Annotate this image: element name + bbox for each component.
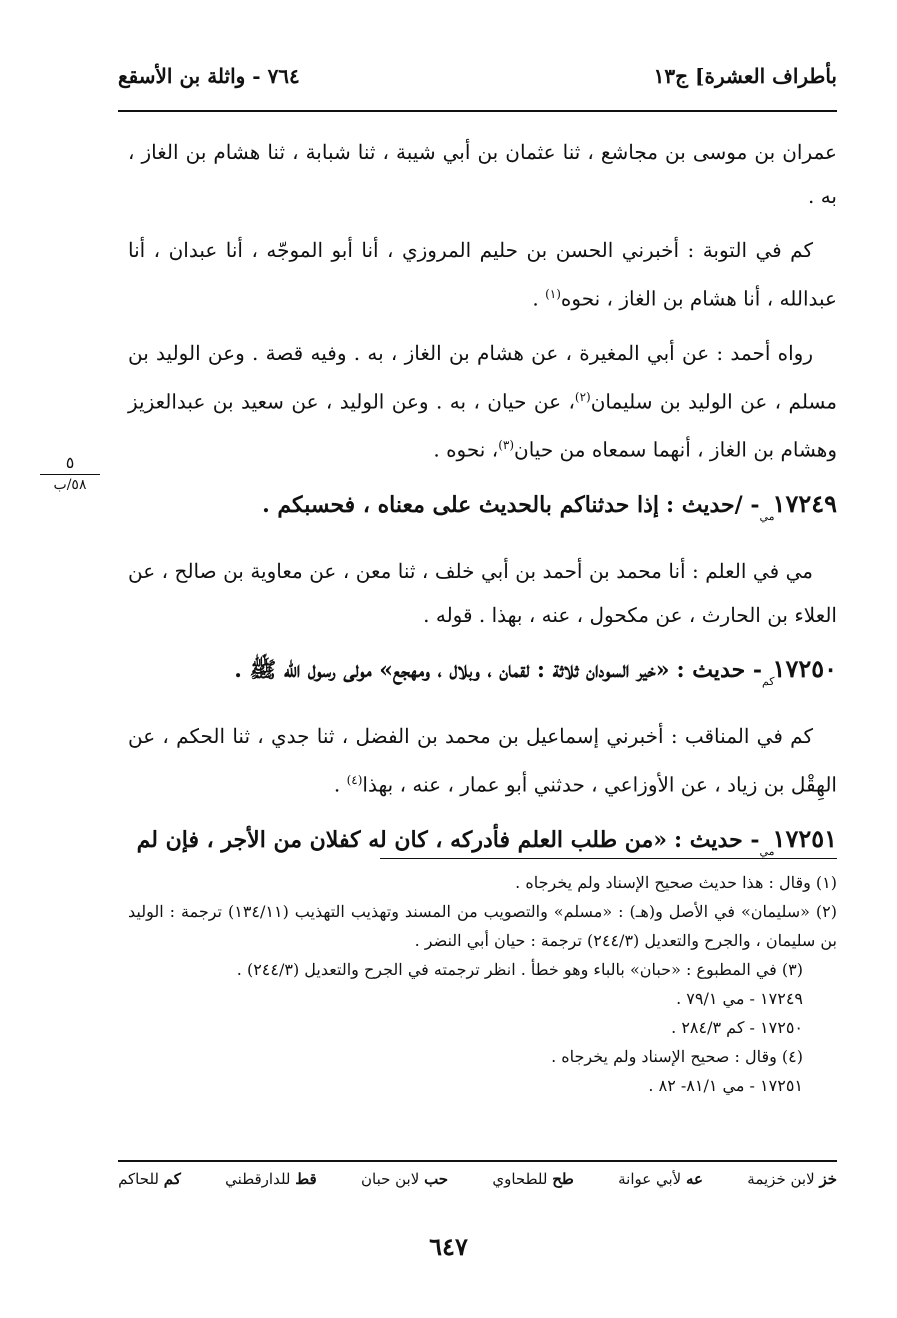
paragraph: عمران بن موسى بن مجاشع ، ثنا عثمان بن أبي شيبة ، ثنا شبابة ، ثنا هشام بن الغاز ، به .: [128, 140, 837, 208]
footnote-hadith-ref: ١٧٢٥١ - مي ٨١/١- ٨٢ .: [648, 1076, 803, 1095]
hadith-heading: [128, 647, 837, 704]
hadith-source: مي: [759, 844, 775, 858]
manuscript-folio-ref: ٥٨/ب: [40, 474, 100, 493]
legend-item: طح للطحاوي: [492, 1170, 574, 1188]
legend-item: حب لابن حبان: [360, 1170, 449, 1188]
footnote: (١) وقال : هذا حديث صحيح الإسناد ولم يخرجاه .: [515, 873, 837, 892]
running-header-book: بأطراف العشرة] ج١٣: [653, 64, 837, 88]
hadith-heading: [128, 817, 837, 874]
footnotes: [128, 868, 837, 1100]
page-number: ٦٤٧: [429, 1232, 468, 1261]
footnote: (٤) وقال : صحيح الإسناد ولم يخرجاه .: [551, 1047, 803, 1066]
footnote-rule: [380, 858, 837, 859]
margin-mark: ٥: [65, 453, 75, 472]
paragraph: رواه أحمد : عن أبي المغيرة ، عن هشام بن الغاز ، به . وفيه قصة . وعن الوليد بن مسلم ، عن الوليد بن سليمان$^{(٢)}$، عن حيان ، به . وعن الوليد ، عن سعيد بن عبدالعزيز وهشام بن الغاز ، أنهما سمعاه من حيان$^{(٣)}$، نحوه .: [128, 340, 838, 462]
footnote-ref[interactable]: (٣): [498, 438, 515, 453]
footnote: (٣) في المطبوع : «حبان» بالباء وهو خطأ . انظر ترجمته في الجرح والتعديل (٢٤٤/٣) .: [236, 960, 803, 979]
footnote: (٢) «سليمان» في الأصل و(هـ) : «مسلم» والتصويب من المسند وتهذيب التهذيب (١٣٤/١١) ترجمة : الوليد بن سليمان ، والجرح والتعديل (٢٤٤/٣) ترجمة : حيان أبي النضر .: [128, 902, 838, 950]
margin-note: [40, 453, 100, 493]
header-rule: [118, 110, 837, 112]
paragraph: كم في التوبة : أخبرني الحسن بن حليم المروزي ، أنا أبو الموجّه ، أنا عبدان ، أنا عبدالله ، أنا هشام بن الغاز ، نحوه$^{(١)}$ .: [128, 238, 837, 311]
running-header-narrator: ٧٦٤ - واثلة بن الأسقع: [118, 64, 300, 88]
main-text: [128, 130, 837, 884]
footnote-hadith-ref: ١٧٢٥٠ - كم ٢٨٤/٣ .: [671, 1018, 803, 1037]
hadith-number: ١٧٢٥٠: [772, 653, 837, 683]
hadith-label: - /حديث :: [666, 491, 760, 518]
footnote-ref[interactable]: (٤): [346, 772, 363, 787]
legend-item: قط للدارقطني: [225, 1170, 317, 1188]
hadith-label: - حديث :: [674, 826, 760, 853]
hadith-heading: [128, 482, 837, 539]
footnote-ref[interactable]: (١): [545, 287, 561, 301]
legend-item: خز لابن خزيمة: [747, 1170, 837, 1188]
hadith-number: ١٧٢٥١: [772, 823, 837, 853]
hadith-source: كم: [761, 674, 775, 688]
hadith-source: مي: [759, 509, 775, 523]
hadith-text: إذا حدثناكم بالحديث على معناه ، فحسبكم .: [262, 491, 659, 518]
hadith-label: - حديث :: [676, 656, 762, 683]
hadith-text: «خير السودان ثلاثة : لقمان ، وبلال ، ومهجع» مولى رسول الله ﷺ .: [234, 656, 670, 683]
legend-item: كم للحاكم: [118, 1170, 181, 1188]
hadith-isnad: كم في المناقب : أخبرني إسماعيل بن محمد بن الفضل ، ثنا جدي ، ثنا الحكم ، عن الهِقْل بن زياد ، عن الأوزاعي ، حدثني أبو عمار ، عنه ، بهذا$^{(٤)}$ .: [128, 723, 837, 797]
footnote-ref[interactable]: (٢): [574, 389, 591, 404]
abbreviation-legend: [118, 1170, 837, 1188]
legend-item: عه لأبي عوانة: [618, 1170, 704, 1188]
hadith-number: ١٧٢٤٩: [772, 488, 837, 518]
legend-rule: [118, 1160, 837, 1162]
footnote-hadith-ref: ١٧٢٤٩ - مي ٧٩/١ .: [676, 989, 803, 1008]
hadith-isnad: مي في العلم : أنا محمد بن أحمد بن أبي خلف ، ثنا معن ، عن معاوية بن صالح ، عن العلاء بن الحارث ، عن مكحول ، عنه ، بهذا . قوله .: [128, 558, 837, 627]
hadith-text: «من طلب العلم فأدركه ، كان له كفلان من الأجر ، فإن لم: [136, 826, 668, 853]
